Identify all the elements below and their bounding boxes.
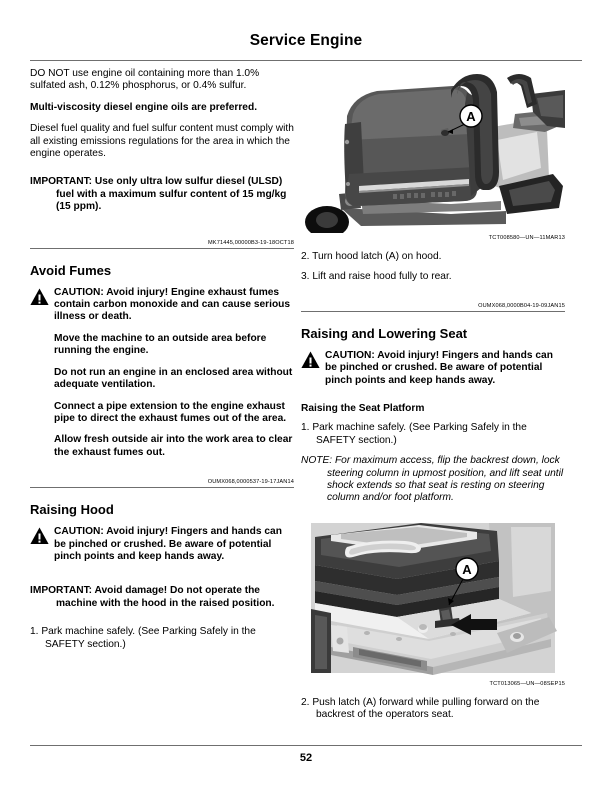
section-divider <box>301 311 565 312</box>
important-hood-note: IMPORTANT: Avoid damage! Do not operate the machine with the hood in the raised position. <box>30 585 275 609</box>
figure-hood-latch <box>301 68 565 242</box>
page-header <box>0 32 612 50</box>
warning-triangle-icon <box>30 288 49 306</box>
fumes-bullet-3: Connect a pipe extension to the engine exhaust pipe to direct the exhaust fumes out of the area. <box>54 400 287 424</box>
left-column <box>30 68 294 659</box>
figure-caption-seat: TCT013065—UN—08SEP15 <box>489 680 565 687</box>
footer-divider <box>30 745 582 746</box>
reference-code-hood: OUMX068,0000B04-19-09JAN15 <box>478 302 565 309</box>
svg-text:A: A <box>462 561 472 577</box>
page-title: Service Engine <box>249 32 363 49</box>
spacer <box>30 169 294 176</box>
figure-seat-latch <box>301 521 565 688</box>
oil-paragraph: DO NOT use engine oil containing more than 1.0% sulfated ash, 0.12% phosphorus, or 0.4% sulfur. <box>30 68 260 92</box>
seat-platform-illustration <box>301 521 565 679</box>
section-title-raising-hood: Raising Hood <box>30 502 114 518</box>
subsection-title-raising-seat-platform: Raising the Seat Platform <box>301 403 425 415</box>
right-column <box>301 68 565 730</box>
fuel-quality-paragraph: Diesel fuel quality and fuel sulfur content must comply with all existing emissions regulations for the area in which the engine operates. <box>30 123 294 160</box>
section-divider <box>30 487 294 488</box>
page-number: 52 <box>299 752 313 764</box>
fumes-bullet-1: Move the machine to an outside area before running the engine. <box>54 332 267 357</box>
svg-text:A: A <box>466 109 476 124</box>
warning-triangle-icon <box>30 527 49 545</box>
section-title-raising-lowering-seat: Raising and Lowering Seat <box>301 325 468 341</box>
spacer <box>301 514 565 521</box>
seat-step-2: 2. Push latch (A) forward while pulling forward on the backrest of the operators seat. <box>301 696 540 721</box>
fumes-bullet-4: Allow fresh outside air into the work area to clear the exhaust fumes out. <box>54 434 293 458</box>
hood-step-3: 3. Lift and raise hood fully to rear. <box>301 271 452 283</box>
spacer <box>301 292 565 299</box>
figure-caption-hood: TCT008580—UN—11MAR13 <box>488 235 565 241</box>
caution-block-seat <box>301 350 565 387</box>
fumes-bullet-2: Do not run an engine in an enclosed area without adequate ventilation. <box>54 366 293 391</box>
header-divider <box>30 60 582 61</box>
caution-text-fumes: CAUTION: Avoid injury! Engine exhaust fumes contain carbon monoxide and can cause serious illness or death. <box>54 286 291 323</box>
important-ulsd-note: IMPORTANT: Use only ultra low sulfur diesel (ULSD) fuel with a maximum sulfur content of 15 mg/kg (15 ppm). <box>30 176 287 213</box>
section-divider <box>30 248 294 249</box>
viscosity-paragraph: Multi-viscosity diesel engine oils are preferred. <box>30 101 258 113</box>
hood-step-2: 2. Turn hood latch (A) on hood. <box>301 251 442 262</box>
spacer <box>30 619 294 626</box>
reference-code-fumes: OUMX068,0000537-19-17JAN14 <box>207 479 294 486</box>
spacer <box>30 468 294 475</box>
warning-triangle-icon <box>301 351 320 369</box>
spacer <box>30 572 294 585</box>
spacer <box>301 396 565 403</box>
hood-illustration <box>301 68 565 233</box>
caution-block-fumes <box>30 287 294 324</box>
hood-step-1: 1. Park machine safely. (See Parking Safely in the SAFETY section.) <box>30 626 256 650</box>
section-title-avoid-fumes: Avoid Fumes <box>30 262 112 278</box>
spacer <box>30 223 294 236</box>
seat-step-1: 1. Park machine safely. (See Parking Safely in the SAFETY section.) <box>301 422 527 446</box>
caution-text-hood: CAUTION: Avoid injury! Fingers and hands can be pinched or crushed. Be aware of potential pinch points and keep hands away. <box>54 526 282 562</box>
reference-code-oil: MK71445,00000B3-19-18OCT18 <box>208 239 294 246</box>
caution-block-hood <box>30 526 294 563</box>
caution-text-seat: CAUTION: Avoid injury! Fingers and hands can be pinched or crushed. Be aware of potential pinch points and keep hands away. <box>325 349 553 386</box>
seat-note: NOTE: For maximum access, flip the backrest down, lock steering column in upmost position, and lift seat until shock extends so that seat is resting on steering column and/or foot platform. <box>301 455 564 504</box>
